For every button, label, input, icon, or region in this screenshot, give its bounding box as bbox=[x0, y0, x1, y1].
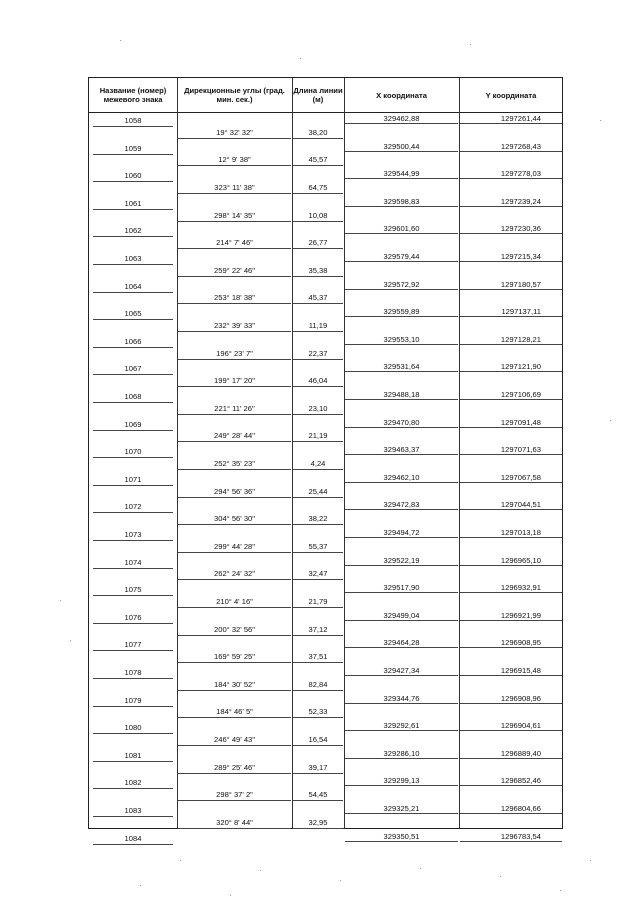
row-underline bbox=[178, 165, 291, 166]
segment-row bbox=[89, 790, 562, 804]
row-underline bbox=[293, 165, 343, 166]
segment-row bbox=[89, 155, 562, 169]
y-coordinate: 1297215,34 bbox=[500, 252, 541, 261]
x-coordinate: 329500,44 bbox=[383, 141, 420, 151]
x-coordinate: 329544,99 bbox=[383, 169, 420, 179]
row-underline bbox=[460, 371, 562, 372]
row-underline bbox=[293, 662, 343, 663]
header-angle: Дирекционные углы (град. мин. сек.) bbox=[184, 86, 285, 104]
line-length: 4,24 bbox=[310, 459, 326, 468]
row-underline bbox=[293, 717, 343, 718]
line-length: 21,79 bbox=[308, 597, 328, 606]
row-underline bbox=[293, 331, 343, 332]
line-length: 82,84 bbox=[308, 679, 328, 689]
row-underline bbox=[293, 607, 343, 608]
row-underline bbox=[460, 592, 562, 593]
direction-angle: 221° 11' 26" bbox=[214, 403, 255, 413]
segment-row bbox=[89, 238, 562, 252]
row-underline bbox=[460, 233, 562, 234]
scan-speck bbox=[70, 640, 71, 641]
row-underline bbox=[345, 565, 458, 566]
row-underline bbox=[178, 690, 291, 691]
line-length: 45,57 bbox=[308, 155, 328, 165]
segment-row bbox=[89, 514, 562, 528]
point-name: 1063 bbox=[124, 254, 142, 263]
row-underline bbox=[293, 221, 343, 222]
point-name: 1082 bbox=[124, 778, 142, 788]
line-length: 46,04 bbox=[308, 376, 328, 386]
header-y: Y координата bbox=[485, 90, 537, 100]
y-coordinate: 1296932,91 bbox=[500, 583, 541, 593]
y-coordinate: 1296904,61 bbox=[500, 721, 541, 731]
y-coordinate: 1297044,51 bbox=[500, 500, 541, 510]
x-coordinate: 329427,34 bbox=[383, 666, 420, 675]
row-underline bbox=[460, 454, 562, 455]
segment-row bbox=[89, 293, 562, 307]
row-underline bbox=[293, 828, 343, 829]
point-name: 1058 bbox=[124, 116, 142, 125]
point-name: 1084 bbox=[124, 833, 142, 843]
row-underline bbox=[293, 524, 343, 525]
row-underline bbox=[178, 441, 291, 442]
row-underline bbox=[460, 647, 562, 648]
segment-row bbox=[89, 266, 562, 280]
direction-angle: 184° 46' 5" bbox=[216, 707, 253, 717]
x-coordinate: 329601,60 bbox=[383, 224, 420, 234]
row-underline bbox=[178, 359, 291, 360]
scan-speck bbox=[590, 860, 591, 861]
row-underline bbox=[460, 206, 562, 207]
y-coordinate: 1296908,95 bbox=[500, 638, 541, 648]
row-underline bbox=[293, 635, 343, 636]
row-underline bbox=[460, 785, 562, 786]
segment-row bbox=[89, 128, 562, 142]
header-x: X координата bbox=[376, 90, 427, 100]
row-underline bbox=[345, 123, 458, 124]
point-name: 1072 bbox=[124, 502, 142, 512]
row-underline bbox=[293, 552, 343, 553]
scan-speck bbox=[260, 870, 261, 871]
y-coordinate: 1297067,58 bbox=[500, 472, 541, 482]
y-coordinate: 1296852,46 bbox=[500, 776, 541, 786]
point-name: 1073 bbox=[124, 530, 142, 539]
point-name: 1076 bbox=[124, 612, 142, 622]
point-name: 1064 bbox=[124, 281, 142, 291]
x-coordinate: 329299,13 bbox=[383, 776, 420, 786]
y-coordinate: 1297137,11 bbox=[501, 307, 541, 317]
row-underline bbox=[345, 537, 458, 538]
y-coordinate: 1297278,03 bbox=[500, 169, 541, 179]
row-underline bbox=[293, 800, 343, 801]
row-underline bbox=[178, 414, 291, 415]
direction-angle: 169° 59' 25" bbox=[214, 652, 255, 662]
row-underline bbox=[460, 289, 562, 290]
segment-row bbox=[89, 707, 562, 721]
segment-row bbox=[89, 735, 562, 749]
direction-angle: 12° 9' 38" bbox=[218, 155, 251, 165]
point-name: 1075 bbox=[124, 585, 142, 595]
x-coordinate: 329517,90 bbox=[383, 583, 420, 593]
row-underline bbox=[293, 193, 343, 194]
row-underline bbox=[178, 276, 291, 277]
row-underline bbox=[293, 497, 343, 498]
direction-angle: 323° 11' 38" bbox=[214, 183, 255, 192]
row-underline bbox=[178, 800, 291, 801]
row-underline bbox=[345, 316, 458, 317]
point-name: 1071 bbox=[124, 474, 142, 484]
x-coordinate: 329499,04 bbox=[383, 610, 420, 620]
row-underline bbox=[178, 138, 291, 139]
y-coordinate: 1296908,96 bbox=[500, 693, 541, 703]
direction-angle: 246° 49' 43" bbox=[214, 735, 255, 744]
line-length: 55,37 bbox=[308, 541, 328, 551]
line-length: 37,12 bbox=[308, 624, 328, 634]
row-underline bbox=[178, 828, 291, 829]
scan-speck bbox=[470, 44, 471, 45]
scan-speck bbox=[120, 40, 121, 41]
point-name: 1083 bbox=[124, 806, 142, 815]
row-underline bbox=[293, 303, 343, 304]
x-coordinate: 329463,37 bbox=[383, 445, 420, 455]
y-coordinate: 1297180,57 bbox=[500, 279, 541, 289]
row-underline bbox=[460, 841, 562, 842]
row-underline bbox=[345, 730, 458, 731]
y-coordinate: 1297261,44 bbox=[500, 114, 541, 123]
row-underline bbox=[345, 592, 458, 593]
line-length: 26,77 bbox=[308, 238, 328, 248]
row-underline bbox=[460, 509, 562, 510]
row-underline bbox=[460, 399, 562, 400]
point-name: 1066 bbox=[124, 336, 142, 346]
direction-angle: 298° 37' 2" bbox=[216, 790, 253, 800]
row-underline bbox=[178, 386, 291, 387]
row-underline bbox=[178, 331, 291, 332]
x-coordinate: 329494,72 bbox=[383, 528, 420, 537]
segment-row bbox=[89, 211, 562, 225]
row-underline bbox=[460, 703, 562, 704]
x-coordinate: 329470,80 bbox=[383, 417, 420, 427]
point-name: 1077 bbox=[124, 640, 142, 650]
y-coordinate: 1296965,10 bbox=[500, 555, 541, 565]
row-underline bbox=[460, 261, 562, 262]
row-underline bbox=[345, 675, 458, 676]
segment-row bbox=[89, 459, 562, 473]
row-underline bbox=[178, 607, 291, 608]
row-underline bbox=[293, 138, 343, 139]
line-length: 54,45 bbox=[308, 790, 328, 800]
y-coordinate: 1297106,69 bbox=[500, 390, 541, 399]
point-name: 1079 bbox=[124, 695, 142, 705]
line-length: 35,38 bbox=[308, 265, 328, 275]
row-underline bbox=[460, 427, 562, 428]
row-underline bbox=[293, 359, 343, 360]
row-underline bbox=[345, 482, 458, 483]
row-underline bbox=[345, 841, 458, 842]
scan-speck bbox=[600, 120, 601, 121]
row-underline bbox=[345, 289, 458, 290]
y-coordinate: 1297071,63 bbox=[500, 445, 541, 455]
point-name: 1078 bbox=[124, 668, 142, 677]
direction-angle: 304° 56' 30" bbox=[214, 514, 255, 524]
segment-row bbox=[89, 818, 562, 832]
row-underline bbox=[460, 123, 562, 124]
row-underline bbox=[345, 509, 458, 510]
direction-angle: 253° 18' 38" bbox=[214, 293, 255, 303]
row-underline bbox=[293, 469, 343, 470]
row-underline bbox=[345, 399, 458, 400]
row-underline bbox=[345, 785, 458, 786]
line-length: 32,47 bbox=[308, 569, 328, 579]
segment-row bbox=[89, 376, 562, 390]
direction-angle: 210° 4' 16" bbox=[216, 597, 253, 606]
line-length: 38,20 bbox=[308, 127, 328, 137]
row-underline bbox=[178, 221, 291, 222]
x-coordinate: 329572,92 bbox=[383, 279, 420, 289]
row-underline bbox=[178, 497, 291, 498]
direction-angle: 294° 56' 36" bbox=[214, 486, 255, 496]
direction-angle: 249° 28' 44" bbox=[214, 431, 255, 441]
table-header bbox=[89, 78, 562, 113]
point-name: 1067 bbox=[124, 364, 142, 374]
row-underline bbox=[460, 316, 562, 317]
y-coordinate: 1296804,66 bbox=[500, 804, 541, 813]
point-name: 1074 bbox=[124, 557, 142, 567]
x-coordinate: 329286,10 bbox=[383, 748, 420, 758]
x-coordinate: 329579,44 bbox=[383, 252, 420, 261]
segment-row bbox=[89, 404, 562, 418]
row-underline bbox=[345, 151, 458, 152]
row-underline bbox=[460, 758, 562, 759]
y-coordinate: 1296889,40 bbox=[500, 748, 541, 758]
point-name: 1069 bbox=[124, 419, 142, 429]
direction-angle: 289° 25' 46" bbox=[214, 762, 255, 772]
x-coordinate: 329325,21 bbox=[383, 804, 420, 813]
y-coordinate: 1296783,54 bbox=[500, 831, 541, 841]
line-length: 39,17 bbox=[308, 762, 328, 772]
point-name: 1068 bbox=[124, 392, 142, 401]
direction-angle: 199° 17' 20" bbox=[214, 376, 255, 386]
row-underline bbox=[345, 454, 458, 455]
row-underline bbox=[460, 178, 562, 179]
line-length: 21,19 bbox=[308, 431, 328, 441]
row-underline bbox=[460, 482, 562, 483]
row-underline bbox=[460, 565, 562, 566]
row-underline bbox=[345, 261, 458, 262]
direction-angle: 184° 30' 52" bbox=[214, 679, 255, 689]
scan-speck bbox=[500, 876, 501, 877]
line-length: 16,54 bbox=[308, 735, 328, 744]
row-underline bbox=[293, 414, 343, 415]
y-coordinate: 1297239,24 bbox=[500, 196, 541, 206]
scan-speck bbox=[610, 420, 611, 421]
x-coordinate: 329472,83 bbox=[383, 500, 420, 510]
row-underline bbox=[93, 844, 173, 845]
y-coordinate: 1297091,48 bbox=[500, 417, 541, 427]
row-underline bbox=[345, 703, 458, 704]
x-coordinate: 329522,19 bbox=[383, 555, 420, 565]
y-coordinate: 1297128,21 bbox=[500, 334, 541, 344]
direction-angle: 262° 24' 32" bbox=[214, 569, 255, 579]
point-name: 1061 bbox=[124, 198, 142, 208]
boundary-coordinates-table bbox=[88, 77, 563, 843]
segment-row bbox=[89, 569, 562, 583]
segment-row bbox=[89, 431, 562, 445]
segment-row bbox=[89, 321, 562, 335]
y-coordinate: 1297230,36 bbox=[500, 224, 541, 234]
line-length: 23,10 bbox=[308, 403, 328, 413]
row-underline bbox=[178, 552, 291, 553]
row-underline bbox=[178, 469, 291, 470]
segment-row bbox=[89, 625, 562, 639]
row-underline bbox=[293, 579, 343, 580]
segment-row bbox=[89, 349, 562, 363]
row-underline bbox=[293, 248, 343, 249]
direction-angle: 299° 44' 28" bbox=[214, 541, 255, 551]
line-length: 11,19 bbox=[308, 321, 328, 330]
direction-angle: 252° 35' 23" bbox=[214, 459, 255, 468]
x-coordinate: 329462,10 bbox=[383, 472, 420, 482]
row-underline bbox=[293, 745, 343, 746]
row-underline bbox=[178, 579, 291, 580]
point-name: 1062 bbox=[124, 226, 142, 236]
scan-speck bbox=[180, 860, 181, 861]
row-underline bbox=[178, 773, 291, 774]
scan-speck bbox=[300, 58, 301, 59]
row-underline bbox=[345, 620, 458, 621]
y-coordinate: 1297121,90 bbox=[500, 362, 541, 372]
segment-row bbox=[89, 542, 562, 556]
row-underline bbox=[293, 441, 343, 442]
header-name: Название (номер) межевого знака bbox=[99, 86, 167, 104]
line-length: 10,08 bbox=[308, 210, 328, 220]
line-length: 37,51 bbox=[308, 652, 328, 662]
segment-row bbox=[89, 680, 562, 694]
scan-speck bbox=[60, 600, 61, 601]
point-name: 1065 bbox=[124, 309, 142, 319]
y-coordinate: 1296921,99 bbox=[500, 610, 541, 620]
row-underline bbox=[345, 371, 458, 372]
row-underline bbox=[460, 537, 562, 538]
row-underline bbox=[293, 386, 343, 387]
row-underline bbox=[178, 248, 291, 249]
row-underline bbox=[345, 427, 458, 428]
y-coordinate: 1296915,48 bbox=[500, 666, 541, 675]
row-underline bbox=[345, 344, 458, 345]
line-length: 64,75 bbox=[308, 183, 328, 192]
direction-angle: 214° 7' 46" bbox=[216, 238, 253, 248]
row-underline bbox=[293, 276, 343, 277]
x-coordinate: 329553,10 bbox=[383, 334, 420, 344]
line-length: 45,37 bbox=[308, 293, 328, 303]
row-underline bbox=[345, 758, 458, 759]
row-underline bbox=[178, 745, 291, 746]
row-underline bbox=[460, 620, 562, 621]
scan-speck bbox=[560, 890, 561, 891]
x-coordinate: 329462,88 bbox=[383, 114, 420, 123]
x-coordinate: 329488,18 bbox=[383, 390, 420, 399]
x-coordinate: 329350,51 bbox=[383, 831, 420, 841]
y-coordinate: 1297013,18 bbox=[500, 528, 541, 537]
direction-angle: 200° 32' 56" bbox=[214, 624, 255, 634]
x-coordinate: 329464,28 bbox=[383, 638, 420, 648]
scan-speck bbox=[140, 885, 141, 886]
row-underline bbox=[178, 662, 291, 663]
line-length: 38,22 bbox=[308, 514, 328, 524]
segment-row bbox=[89, 652, 562, 666]
line-length: 32,95 bbox=[308, 817, 328, 827]
row-underline bbox=[293, 773, 343, 774]
point-name: 1080 bbox=[124, 723, 142, 733]
x-coordinate: 329344,76 bbox=[383, 693, 420, 703]
line-length: 25,44 bbox=[308, 486, 328, 496]
row-underline bbox=[460, 151, 562, 152]
row-underline bbox=[178, 193, 291, 194]
row-underline bbox=[178, 635, 291, 636]
row-underline bbox=[460, 675, 562, 676]
row-underline bbox=[460, 344, 562, 345]
header-length: Длина линии (м) bbox=[293, 86, 343, 104]
row-underline bbox=[178, 524, 291, 525]
direction-angle: 298° 14' 35" bbox=[214, 210, 255, 220]
y-coordinate: 1297268,43 bbox=[500, 141, 541, 151]
scan-speck bbox=[420, 868, 421, 869]
direction-angle: 320° 8' 44" bbox=[216, 817, 253, 827]
direction-angle: 19° 32' 32" bbox=[216, 127, 253, 137]
segment-row bbox=[89, 183, 562, 197]
direction-angle: 232° 39' 33" bbox=[214, 321, 255, 330]
point-name: 1070 bbox=[124, 447, 142, 457]
row-underline bbox=[345, 206, 458, 207]
x-coordinate: 329531,64 bbox=[383, 362, 420, 372]
row-underline bbox=[460, 813, 562, 814]
row-underline bbox=[345, 178, 458, 179]
segment-row bbox=[89, 487, 562, 501]
scan-speck bbox=[230, 895, 231, 896]
row-underline bbox=[293, 690, 343, 691]
row-underline bbox=[178, 303, 291, 304]
x-coordinate: 329559,89 bbox=[383, 307, 420, 317]
segment-row bbox=[89, 763, 562, 777]
point-name: 1060 bbox=[124, 171, 142, 181]
segment-row bbox=[89, 597, 562, 611]
point-name: 1059 bbox=[124, 143, 142, 153]
row-underline bbox=[178, 717, 291, 718]
direction-angle: 196° 23' 7" bbox=[216, 348, 253, 358]
row-underline bbox=[345, 233, 458, 234]
x-coordinate: 329292,61 bbox=[383, 721, 420, 731]
row-underline bbox=[345, 647, 458, 648]
point-name: 1081 bbox=[124, 750, 142, 760]
row-underline bbox=[345, 813, 458, 814]
scan-speck bbox=[340, 880, 341, 881]
direction-angle: 259° 22' 46" bbox=[214, 265, 255, 275]
row-underline bbox=[460, 730, 562, 731]
line-length: 22,37 bbox=[308, 348, 328, 358]
line-length: 52,33 bbox=[308, 707, 328, 717]
x-coordinate: 329598,83 bbox=[383, 196, 420, 206]
